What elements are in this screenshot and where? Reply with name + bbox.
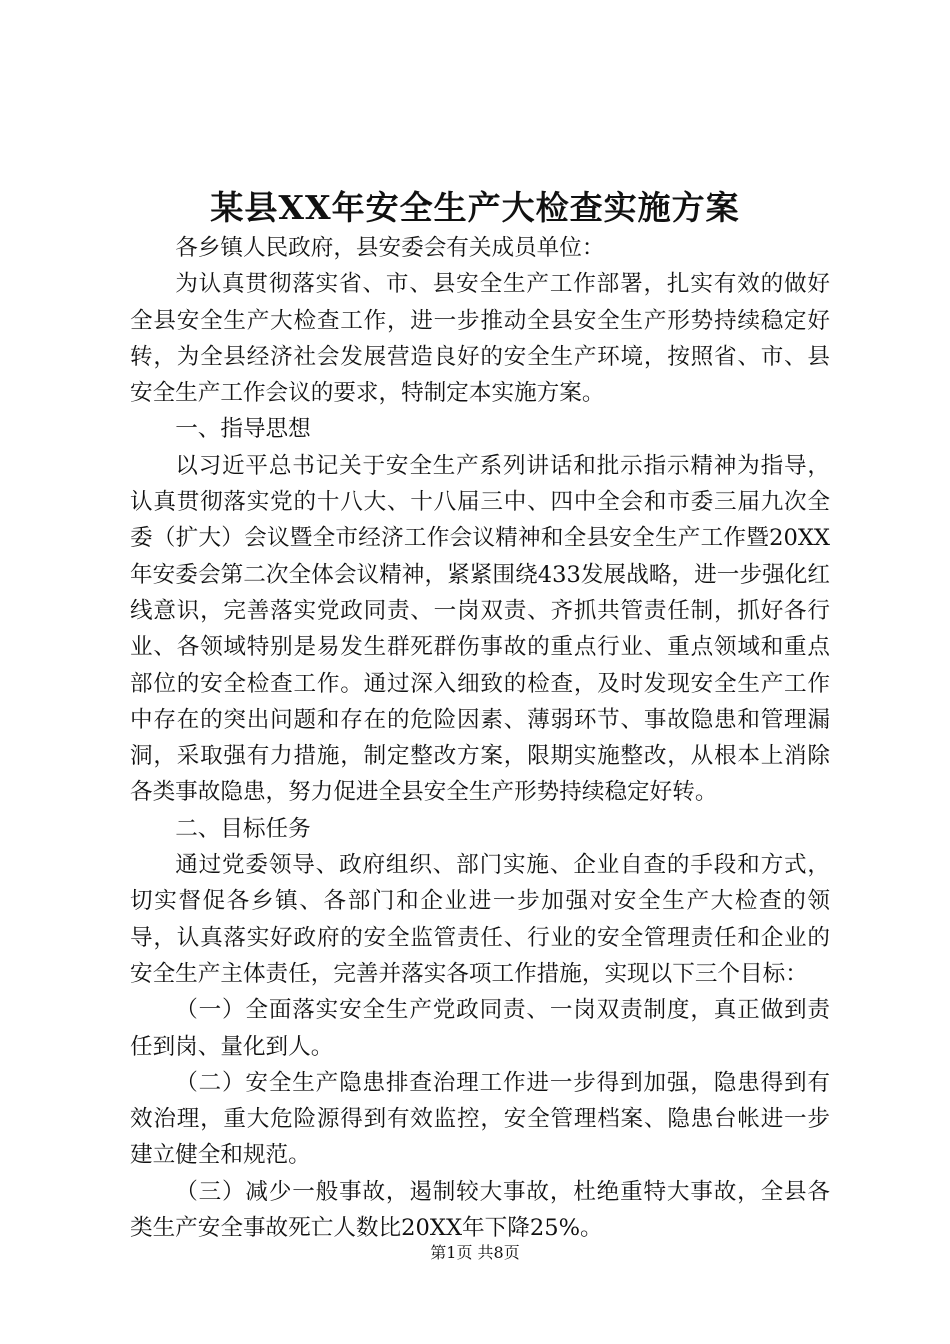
goal-item-2: （二）安全生产隐患排查治理工作进一步得到加强，隐患得到有效治理，重大危险源得到有效监控，安全管理档案、隐患台帐进一步建立健全和规范。: [130, 1069, 830, 1169]
page-footer: 第1页 共8页: [430, 1243, 520, 1262]
document-body: [130, 230, 830, 1246]
goal-item-1: （一）全面落实安全生产党政同责、一岗双责制度，真正做到责任到岗、量化到人。: [130, 997, 830, 1060]
guiding-ideology-paragraph: 以习近平总书记关于安全生产系列讲话和批示指示精神为指导，认真贯彻落实党的十八大、十八届三中、四中全会和市委三届九次全委（扩大）会议暨全市经济工作会议精神和全县安全生产工作暨20XX年安委会第二次全体会议精神，紧紧围绕433发展战略，进一步强化红线意识，完善落实党政同责、一岗双责、齐抓共管责任制，抓好各行业、各领域特别是易发生群死群伤事故的重点行业、重点领域和重点部位的安全检查工作。通过深入细致的检查，及时发现安全生产工作中存在的突出问题和存在的危险因素、薄弱环节、事故隐患和管理漏洞，采取强有力措施，制定整改方案，限期实施整改，从根本上消除各类事故隐患，努力促进全县安全生产形势持续稳定好转。: [130, 452, 830, 806]
goals-paragraph: 通过党委领导、政府组织、部门实施、企业自查的手段和方式，切实督促各乡镇、各部门和企业进一步加强对安全生产大检查的领导，认真落实好政府的安全监管责任、行业的安全管理责任和企业的安全生产主体责任，完善并落实各项工作措施，实现以下三个目标：: [130, 852, 830, 987]
salutation: 各乡镇人民政府，县安委会有关成员单位：: [175, 235, 605, 261]
goal-item-3: （三）减少一般事故，遏制较大事故，杜绝重特大事故，全县各类生产安全事故死亡人数比20XX年下降25%。: [130, 1178, 830, 1242]
section-heading-goals: 二、目标任务: [175, 815, 311, 842]
intro-paragraph: 为认真贯彻落实省、市、县安全生产工作部署，扎实有效的做好全县安全生产大检查工作，进一步推动全县安全生产形势持续稳定好转，为全县经济社会发展营造良好的安全生产环境，按照省、市、县安全生产工作会议的要求，特制定本实施方案。: [130, 271, 830, 407]
document-title: 某县XX年安全生产大检查实施方案: [210, 188, 740, 227]
section-heading-guiding-ideology: 一、指导思想: [175, 416, 311, 443]
